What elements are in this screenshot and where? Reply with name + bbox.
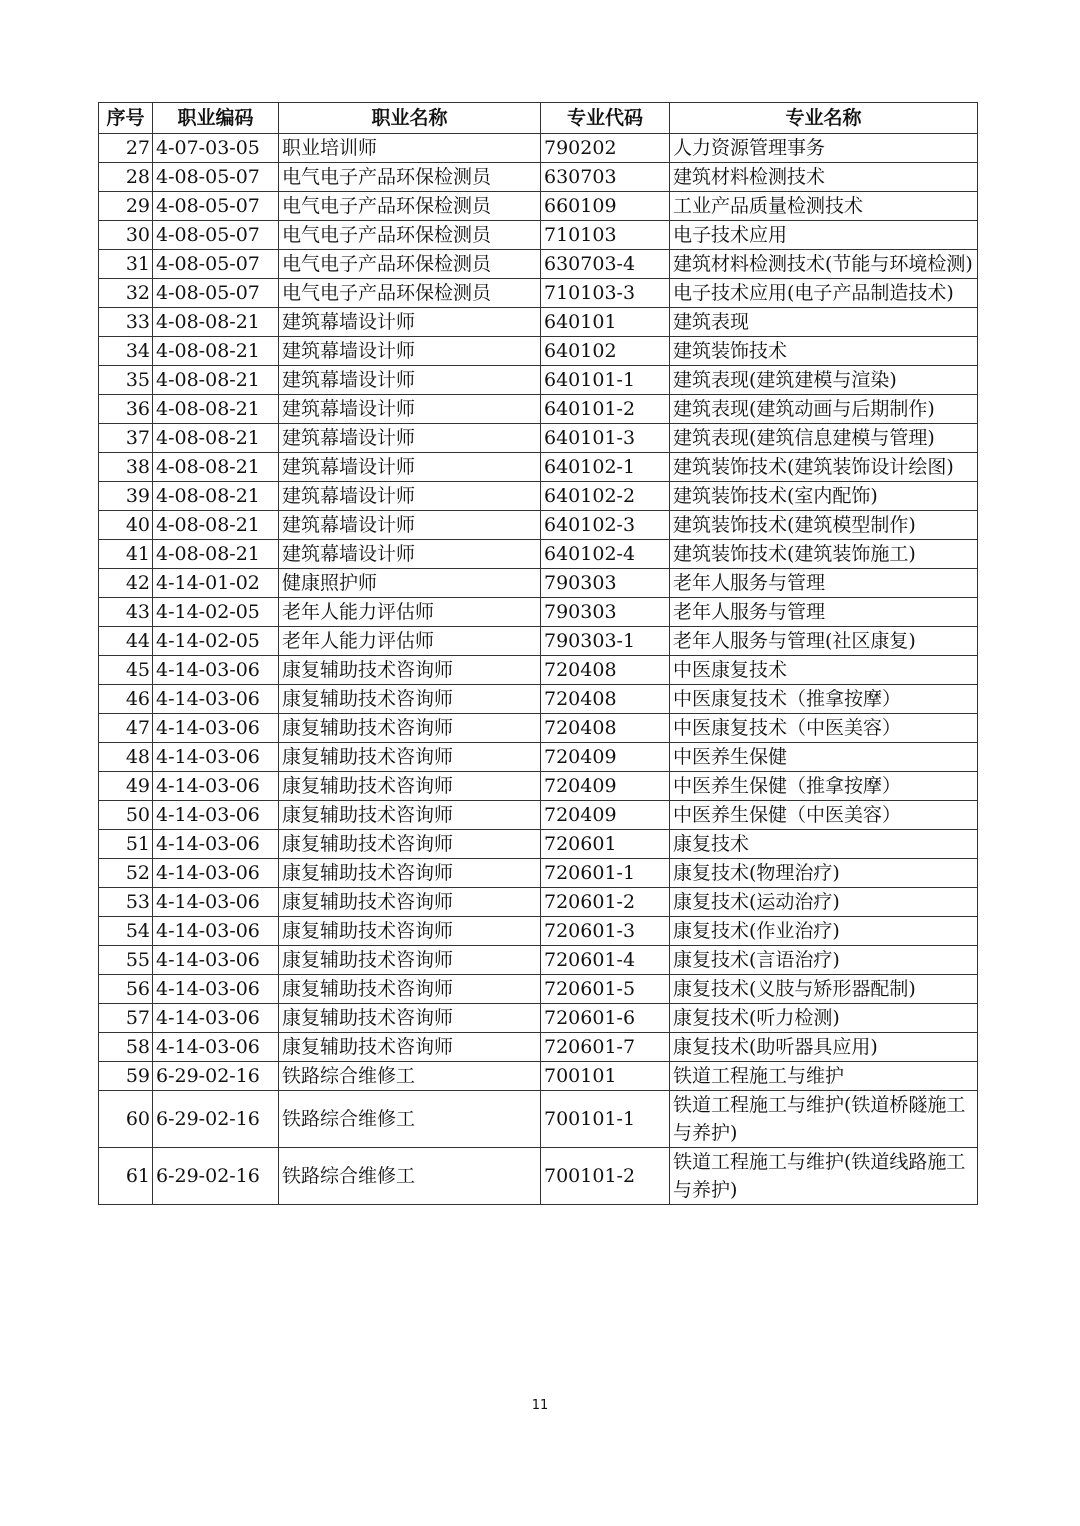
table-row — [99, 250, 978, 279]
major-name-cell: 中医康复技术（推拿按摩） — [670, 685, 978, 714]
major-name-cell: 建筑装饰技术(室内配饰) — [670, 482, 978, 511]
table-row — [99, 685, 978, 714]
major-code-cell: 790303-1 — [541, 627, 670, 656]
occupation-major-table — [98, 102, 978, 1205]
occupation-code-cell: 4-14-03-06 — [153, 1004, 279, 1033]
table-row — [99, 1148, 978, 1205]
major-code-cell: 720601-6 — [541, 1004, 670, 1033]
major-code-cell: 720601-2 — [541, 888, 670, 917]
major-name-cell: 老年人服务与管理(社区康复) — [670, 627, 978, 656]
major-name-cell: 工业产品质量检测技术 — [670, 192, 978, 221]
table-row — [99, 975, 978, 1004]
major-code-cell: 720408 — [541, 685, 670, 714]
major-code-cell: 640101 — [541, 308, 670, 337]
major-code-cell: 640101-2 — [541, 395, 670, 424]
serial-number-cell: 50 — [99, 801, 153, 830]
table-row — [99, 859, 978, 888]
table-row — [99, 424, 978, 453]
major-name-cell: 老年人服务与管理 — [670, 598, 978, 627]
serial-number-cell: 42 — [99, 569, 153, 598]
serial-number-cell: 53 — [99, 888, 153, 917]
table-row — [99, 801, 978, 830]
table-header-row — [99, 103, 978, 134]
occupation-name-cell: 建筑幕墙设计师 — [279, 366, 541, 395]
occupation-name-cell: 康复辅助技术咨询师 — [279, 743, 541, 772]
major-name-cell: 康复技术(听力检测) — [670, 1004, 978, 1033]
major-name-cell: 中医养生保健 — [670, 743, 978, 772]
occupation-code-cell: 6-29-02-16 — [153, 1091, 279, 1148]
occupation-name-cell: 康复辅助技术咨询师 — [279, 685, 541, 714]
table-row — [99, 221, 978, 250]
occupation-code-cell: 4-14-03-06 — [153, 888, 279, 917]
serial-number-cell: 52 — [99, 859, 153, 888]
major-code-cell: 790202 — [541, 134, 670, 163]
occupation-code-cell: 4-08-08-21 — [153, 308, 279, 337]
occupation-name-cell: 康复辅助技术咨询师 — [279, 1033, 541, 1062]
occupation-code-cell: 4-08-08-21 — [153, 424, 279, 453]
occupation-name-cell: 建筑幕墙设计师 — [279, 395, 541, 424]
major-name-cell: 电子技术应用(电子产品制造技术) — [670, 279, 978, 308]
major-code-cell: 700101 — [541, 1062, 670, 1091]
major-name-cell: 中医养生保健（推拿按摩） — [670, 772, 978, 801]
major-code-cell: 720601-4 — [541, 946, 670, 975]
major-code-cell: 790303 — [541, 598, 670, 627]
serial-number-cell: 61 — [99, 1148, 153, 1205]
occupation-code-cell: 6-29-02-16 — [153, 1062, 279, 1091]
occupation-name-cell: 建筑幕墙设计师 — [279, 424, 541, 453]
occupation-code-cell: 4-14-02-05 — [153, 627, 279, 656]
major-name-cell: 建筑装饰技术(建筑模型制作) — [670, 511, 978, 540]
major-code-cell: 640102-2 — [541, 482, 670, 511]
table-row — [99, 366, 978, 395]
serial-number-cell: 38 — [99, 453, 153, 482]
occupation-code-cell: 4-14-03-06 — [153, 772, 279, 801]
major-name-cell: 建筑表现 — [670, 308, 978, 337]
header-occupation-name: 职业名称 — [279, 103, 541, 134]
occupation-name-cell: 康复辅助技术咨询师 — [279, 656, 541, 685]
serial-number-cell: 46 — [99, 685, 153, 714]
major-name-cell: 建筑表现(建筑信息建模与管理) — [670, 424, 978, 453]
major-name-cell: 康复技术(作业治疗) — [670, 917, 978, 946]
table-row — [99, 1033, 978, 1062]
serial-number-cell: 27 — [99, 134, 153, 163]
occupation-name-cell: 老年人能力评估师 — [279, 627, 541, 656]
occupation-code-cell: 4-14-03-06 — [153, 714, 279, 743]
table-row — [99, 714, 978, 743]
occupation-code-cell: 4-14-01-02 — [153, 569, 279, 598]
major-name-cell: 建筑装饰技术(建筑装饰施工) — [670, 540, 978, 569]
occupation-name-cell: 康复辅助技术咨询师 — [279, 917, 541, 946]
major-code-cell: 720409 — [541, 743, 670, 772]
serial-number-cell: 29 — [99, 192, 153, 221]
major-code-cell: 720409 — [541, 801, 670, 830]
major-name-cell: 建筑材料检测技术(节能与环境检测) — [670, 250, 978, 279]
occupation-major-table-container — [98, 102, 977, 1205]
serial-number-cell: 51 — [99, 830, 153, 859]
header-serial-number: 序号 — [99, 103, 153, 134]
table-body — [99, 134, 978, 1205]
major-code-cell: 720601-7 — [541, 1033, 670, 1062]
occupation-name-cell: 康复辅助技术咨询师 — [279, 801, 541, 830]
major-name-cell: 铁道工程施工与维护(铁道线路施工与养护) — [670, 1148, 978, 1205]
serial-number-cell: 49 — [99, 772, 153, 801]
table-row — [99, 598, 978, 627]
serial-number-cell: 37 — [99, 424, 153, 453]
occupation-name-cell: 建筑幕墙设计师 — [279, 482, 541, 511]
occupation-code-cell: 4-08-08-21 — [153, 337, 279, 366]
table-row — [99, 337, 978, 366]
major-name-cell: 建筑材料检测技术 — [670, 163, 978, 192]
serial-number-cell: 30 — [99, 221, 153, 250]
table-row — [99, 1091, 978, 1148]
major-code-cell: 710103 — [541, 221, 670, 250]
major-name-cell: 人力资源管理事务 — [670, 134, 978, 163]
serial-number-cell: 39 — [99, 482, 153, 511]
major-code-cell: 640102-3 — [541, 511, 670, 540]
major-code-cell: 720409 — [541, 772, 670, 801]
major-name-cell: 电子技术应用 — [670, 221, 978, 250]
occupation-name-cell: 职业培训师 — [279, 134, 541, 163]
major-name-cell: 建筑表现(建筑建模与渲染) — [670, 366, 978, 395]
occupation-name-cell: 建筑幕墙设计师 — [279, 453, 541, 482]
major-name-cell: 建筑表现(建筑动画与后期制作) — [670, 395, 978, 424]
major-code-cell: 720601 — [541, 830, 670, 859]
serial-number-cell: 60 — [99, 1091, 153, 1148]
occupation-name-cell: 建筑幕墙设计师 — [279, 337, 541, 366]
occupation-name-cell: 建筑幕墙设计师 — [279, 308, 541, 337]
occupation-code-cell: 4-08-05-07 — [153, 221, 279, 250]
major-name-cell: 康复技术(运动治疗) — [670, 888, 978, 917]
serial-number-cell: 47 — [99, 714, 153, 743]
occupation-code-cell: 4-07-03-05 — [153, 134, 279, 163]
major-name-cell: 康复技术(义肢与矫形器配制) — [670, 975, 978, 1004]
occupation-code-cell: 4-08-08-21 — [153, 453, 279, 482]
serial-number-cell: 36 — [99, 395, 153, 424]
table-row — [99, 888, 978, 917]
serial-number-cell: 41 — [99, 540, 153, 569]
serial-number-cell: 55 — [99, 946, 153, 975]
header-major-code: 专业代码 — [541, 103, 670, 134]
occupation-name-cell: 电气电子产品环保检测员 — [279, 163, 541, 192]
page-number: 11 — [531, 1398, 549, 1413]
serial-number-cell: 40 — [99, 511, 153, 540]
major-code-cell: 700101-1 — [541, 1091, 670, 1148]
table-row — [99, 917, 978, 946]
serial-number-cell: 45 — [99, 656, 153, 685]
occupation-code-cell: 4-14-03-06 — [153, 1033, 279, 1062]
occupation-code-cell: 4-14-03-06 — [153, 743, 279, 772]
major-code-cell: 710103-3 — [541, 279, 670, 308]
occupation-code-cell: 4-08-05-07 — [153, 279, 279, 308]
occupation-code-cell: 4-08-05-07 — [153, 250, 279, 279]
serial-number-cell: 28 — [99, 163, 153, 192]
table-row — [99, 134, 978, 163]
major-name-cell: 铁道工程施工与维护 — [670, 1062, 978, 1091]
table-row — [99, 830, 978, 859]
major-code-cell: 640101-1 — [541, 366, 670, 395]
serial-number-cell: 34 — [99, 337, 153, 366]
major-code-cell: 720408 — [541, 656, 670, 685]
header-occupation-code: 职业编码 — [153, 103, 279, 134]
major-code-cell: 720408 — [541, 714, 670, 743]
table-row — [99, 627, 978, 656]
major-name-cell: 康复技术 — [670, 830, 978, 859]
serial-number-cell: 59 — [99, 1062, 153, 1091]
table-row — [99, 656, 978, 685]
occupation-name-cell: 铁路综合维修工 — [279, 1091, 541, 1148]
occupation-name-cell: 康复辅助技术咨询师 — [279, 888, 541, 917]
occupation-name-cell: 老年人能力评估师 — [279, 598, 541, 627]
major-name-cell: 中医康复技术（中医美容） — [670, 714, 978, 743]
occupation-code-cell: 4-08-08-21 — [153, 366, 279, 395]
occupation-code-cell: 4-08-08-21 — [153, 395, 279, 424]
table-row — [99, 192, 978, 221]
major-code-cell: 630703 — [541, 163, 670, 192]
occupation-code-cell: 4-14-03-06 — [153, 946, 279, 975]
table-row — [99, 511, 978, 540]
occupation-name-cell: 电气电子产品环保检测员 — [279, 279, 541, 308]
major-name-cell: 康复技术(物理治疗) — [670, 859, 978, 888]
serial-number-cell: 58 — [99, 1033, 153, 1062]
major-name-cell: 中医养生保健（中医美容） — [670, 801, 978, 830]
occupation-name-cell: 电气电子产品环保检测员 — [279, 250, 541, 279]
table-row — [99, 946, 978, 975]
table-row — [99, 279, 978, 308]
major-name-cell: 康复技术(言语治疗) — [670, 946, 978, 975]
occupation-name-cell: 康复辅助技术咨询师 — [279, 946, 541, 975]
table-row — [99, 772, 978, 801]
serial-number-cell: 43 — [99, 598, 153, 627]
occupation-code-cell: 4-14-03-06 — [153, 685, 279, 714]
occupation-name-cell: 康复辅助技术咨询师 — [279, 830, 541, 859]
serial-number-cell: 32 — [99, 279, 153, 308]
major-name-cell: 铁道工程施工与维护(铁道桥隧施工与养护) — [670, 1091, 978, 1148]
major-code-cell: 790303 — [541, 569, 670, 598]
table-row — [99, 1062, 978, 1091]
occupation-code-cell: 4-14-02-05 — [153, 598, 279, 627]
serial-number-cell: 33 — [99, 308, 153, 337]
occupation-code-cell: 4-08-05-07 — [153, 163, 279, 192]
serial-number-cell: 54 — [99, 917, 153, 946]
occupation-name-cell: 康复辅助技术咨询师 — [279, 1004, 541, 1033]
occupation-name-cell: 康复辅助技术咨询师 — [279, 714, 541, 743]
table-row — [99, 453, 978, 482]
occupation-code-cell: 4-08-08-21 — [153, 482, 279, 511]
serial-number-cell: 56 — [99, 975, 153, 1004]
major-name-cell: 康复技术(助听器具应用) — [670, 1033, 978, 1062]
occupation-name-cell: 电气电子产品环保检测员 — [279, 192, 541, 221]
major-name-cell: 老年人服务与管理 — [670, 569, 978, 598]
occupation-name-cell: 康复辅助技术咨询师 — [279, 975, 541, 1004]
table-row — [99, 1004, 978, 1033]
occupation-code-cell: 4-14-03-06 — [153, 801, 279, 830]
major-code-cell: 720601-5 — [541, 975, 670, 1004]
major-name-cell: 建筑装饰技术(建筑装饰设计绘图) — [670, 453, 978, 482]
occupation-name-cell: 建筑幕墙设计师 — [279, 511, 541, 540]
table-row — [99, 395, 978, 424]
header-major-name: 专业名称 — [670, 103, 978, 134]
occupation-name-cell: 铁路综合维修工 — [279, 1148, 541, 1205]
table-row — [99, 163, 978, 192]
occupation-name-cell: 铁路综合维修工 — [279, 1062, 541, 1091]
occupation-code-cell: 4-14-03-06 — [153, 975, 279, 1004]
major-name-cell: 建筑装饰技术 — [670, 337, 978, 366]
occupation-code-cell: 4-08-05-07 — [153, 192, 279, 221]
occupation-code-cell: 4-14-03-06 — [153, 656, 279, 685]
major-code-cell: 640102 — [541, 337, 670, 366]
major-code-cell: 700101-2 — [541, 1148, 670, 1205]
table-row — [99, 743, 978, 772]
major-name-cell: 中医康复技术 — [670, 656, 978, 685]
occupation-code-cell: 4-14-03-06 — [153, 859, 279, 888]
occupation-code-cell: 4-14-03-06 — [153, 917, 279, 946]
major-code-cell: 720601-1 — [541, 859, 670, 888]
occupation-name-cell: 康复辅助技术咨询师 — [279, 772, 541, 801]
occupation-name-cell: 建筑幕墙设计师 — [279, 540, 541, 569]
table-row — [99, 308, 978, 337]
serial-number-cell: 35 — [99, 366, 153, 395]
serial-number-cell: 57 — [99, 1004, 153, 1033]
occupation-name-cell: 健康照护师 — [279, 569, 541, 598]
major-code-cell: 640102-4 — [541, 540, 670, 569]
major-code-cell: 720601-3 — [541, 917, 670, 946]
major-code-cell: 660109 — [541, 192, 670, 221]
occupation-code-cell: 4-08-08-21 — [153, 540, 279, 569]
serial-number-cell: 48 — [99, 743, 153, 772]
table-row — [99, 540, 978, 569]
table-row — [99, 569, 978, 598]
major-code-cell: 630703-4 — [541, 250, 670, 279]
occupation-name-cell: 康复辅助技术咨询师 — [279, 859, 541, 888]
major-code-cell: 640102-1 — [541, 453, 670, 482]
serial-number-cell: 44 — [99, 627, 153, 656]
major-code-cell: 640101-3 — [541, 424, 670, 453]
occupation-code-cell: 4-14-03-06 — [153, 830, 279, 859]
occupation-code-cell: 6-29-02-16 — [153, 1148, 279, 1205]
occupation-code-cell: 4-08-08-21 — [153, 511, 279, 540]
occupation-name-cell: 电气电子产品环保检测员 — [279, 221, 541, 250]
table-row — [99, 482, 978, 511]
serial-number-cell: 31 — [99, 250, 153, 279]
